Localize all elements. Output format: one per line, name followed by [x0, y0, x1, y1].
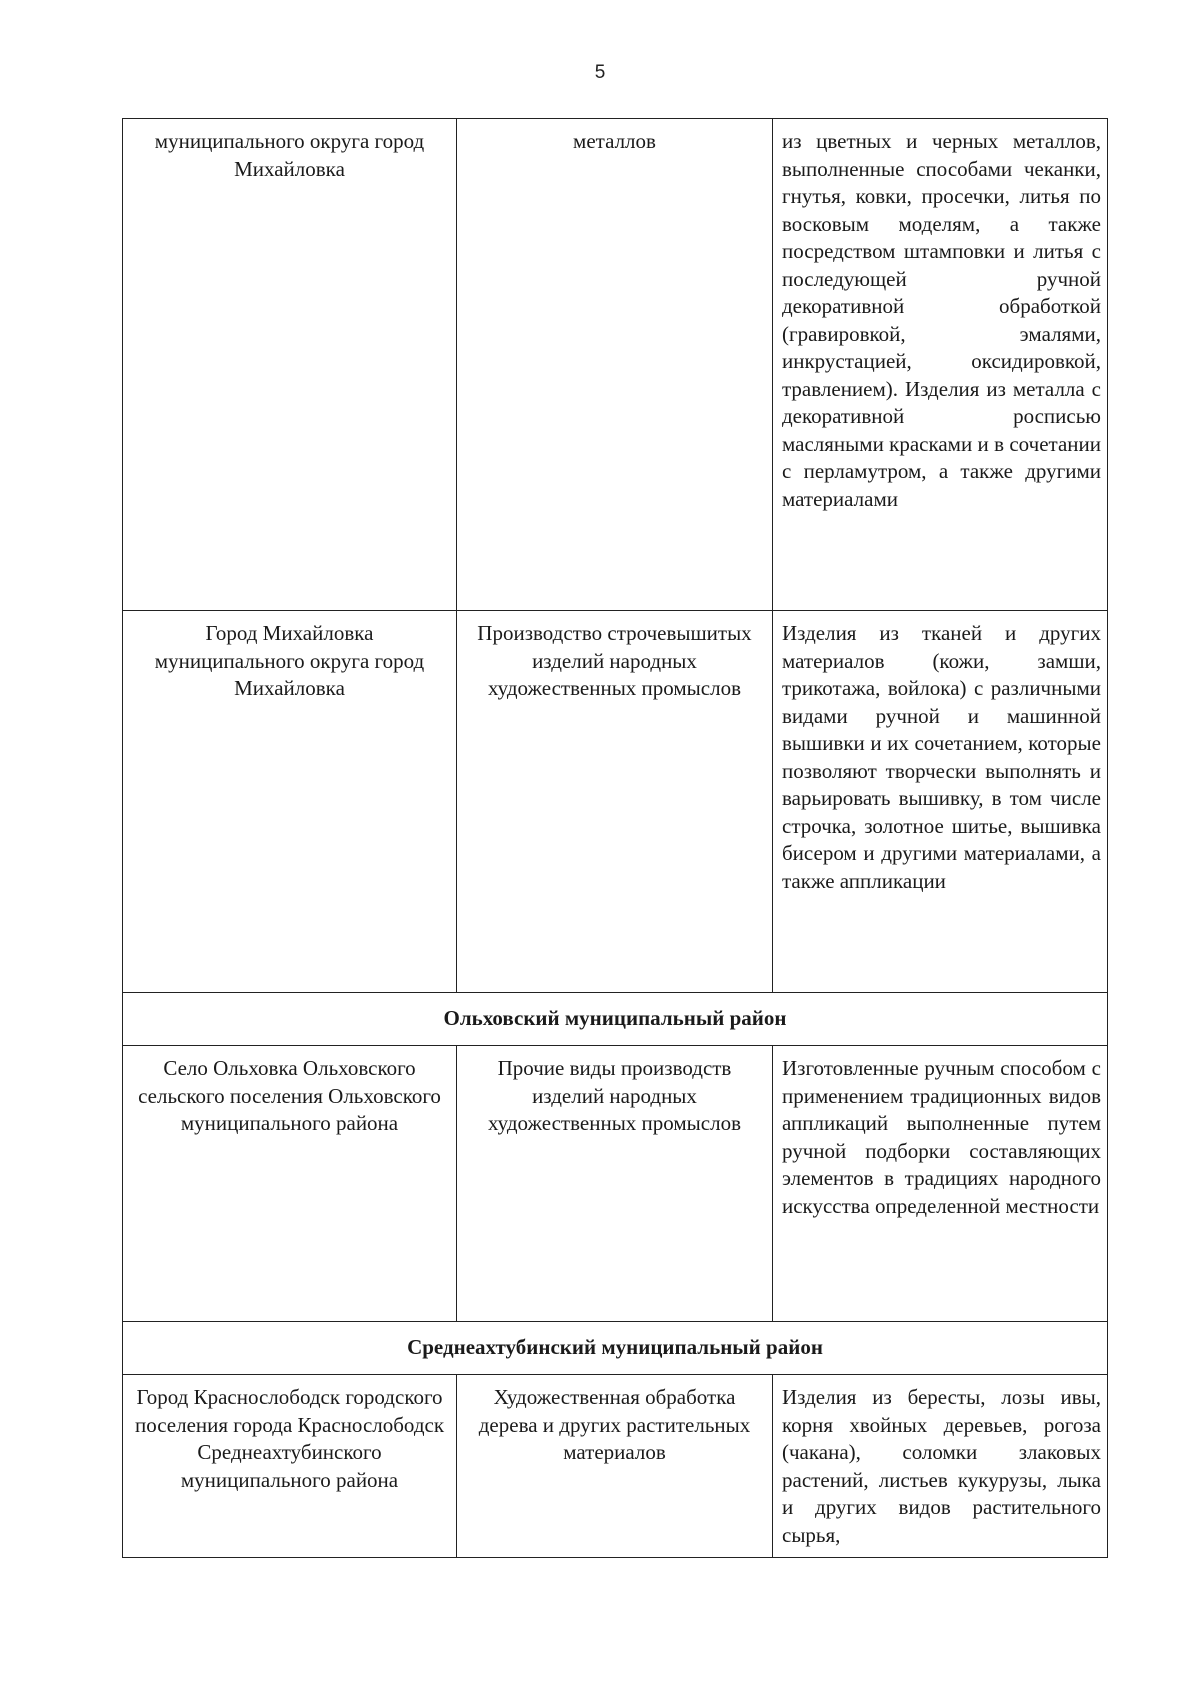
settlement-cell: Город Михайловка муниципального округа город Михайловка [123, 611, 457, 993]
description-cell: Изделия из бересты, лозы ивы, корня хвойных деревьев, рогоза (чакана), соломки злаковых растений, листьев кукурузы, лыка и других видов растительного сырья, [773, 1375, 1108, 1558]
crafts-table [122, 118, 1108, 1558]
section-header: Среднеахтубинский муниципальный район [123, 1322, 1108, 1375]
table-row [123, 1046, 1108, 1322]
craft-cell: Прочие виды производств изделий народных художественных промыслов [457, 1046, 773, 1322]
section-header: Ольховский муниципальный район [123, 993, 1108, 1046]
description-cell: из цветных и черных металлов, выполненные способами чеканки, гнутья, ковки, просечки, литья по восковым моделям, а также посредством штамповки и литья с последующей ручной декоративной обработкой (гравировкой, эмалями, инкрустацией, оксидировкой, травлением). Изделия из металла с декоративной росписью масляными красками и в сочетании с перламутром, а также другими материалами [773, 119, 1108, 611]
settlement-cell: Село Ольховка Ольховского сельского поселения Ольховского муниципального района [123, 1046, 457, 1322]
section-row [123, 1322, 1108, 1375]
description-cell: Изготовленные ручным способом с применением традиционных видов аппликаций выполненные путем ручной подборки составляющих элементов в традициях народного искусства определенной местности [773, 1046, 1108, 1322]
craft-cell: Художественная обработка дерева и других растительных материалов [457, 1375, 773, 1558]
craft-cell: Производство строчевышитых изделий народных художественных промыслов [457, 611, 773, 993]
description-cell: Изделия из тканей и других материалов (кожи, замши, трикотажа, войлока) с различными видами ручной и машинной вышивки и их сочетанием, которые позволяют творчески выполнять и варьировать вышивку, в том числе строчка, золотное шитье, вышивка бисером и другими материалами, а также аппликации [773, 611, 1108, 993]
table-row [123, 611, 1108, 993]
table-row [123, 119, 1108, 611]
settlement-cell: Город Краснослободск городского поселения города Краснослободск Среднеахтубинского муниципального района [123, 1375, 457, 1558]
settlement-cell: муниципального округа город Михайловка [123, 119, 457, 611]
page-number: 5 [594, 62, 606, 83]
table-row [123, 1375, 1108, 1558]
craft-cell: металлов [457, 119, 773, 611]
section-row [123, 993, 1108, 1046]
